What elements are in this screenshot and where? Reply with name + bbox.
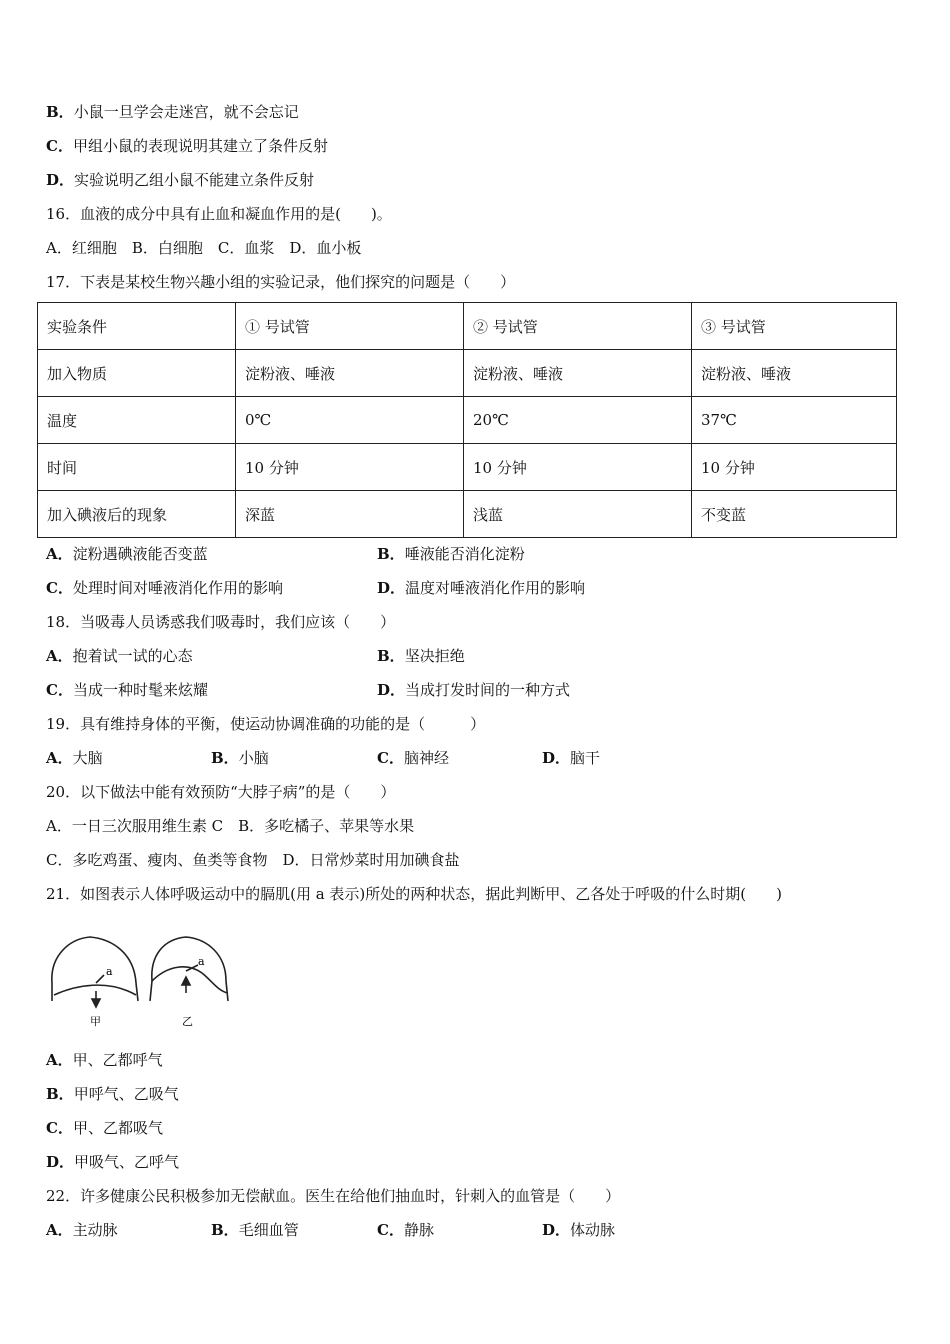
option-text: 毛细血管	[238, 1221, 299, 1239]
q22-option-b	[211, 1220, 299, 1240]
option-label: A．	[46, 1221, 73, 1239]
chest-side-right	[136, 983, 138, 1001]
option-label: D．	[542, 749, 571, 767]
option-text: 唾液能否消化淀粉	[404, 545, 525, 563]
q17-option-c	[46, 578, 283, 598]
caption-left: 甲	[90, 1015, 101, 1027]
q16-stem: 16．血液的成分中具有止血和凝血作用的是( )。	[46, 205, 392, 223]
q21-stem: 21．如图表示人体呼吸运动中的膈肌(用 a 表示)所处的两种状态，据此判断甲、乙各处于呼吸的什么时期( )	[46, 885, 782, 903]
option-label: C．	[377, 749, 404, 767]
table-cell: 10 分钟	[236, 444, 464, 491]
option-label: B．	[46, 103, 74, 121]
option-label: C．	[46, 1119, 73, 1137]
option-text: 甲呼气、乙吸气	[73, 1085, 179, 1103]
q21-option-b	[46, 1084, 179, 1104]
option-text: 抱着试一试的心态	[72, 647, 193, 665]
q15-option-b	[46, 102, 299, 122]
table-cell: 时间	[38, 444, 236, 491]
option-text: 甲吸气、乙呼气	[74, 1153, 180, 1171]
option-label: B．	[211, 749, 239, 767]
q22-stem: 22．许多健康公民积极参加无偿献血。医生在给他们抽血时，针刺入的血管是（ ）	[46, 1187, 621, 1205]
table-cell: 加入物质	[38, 350, 236, 397]
option-text: 甲、乙都呼气	[72, 1051, 163, 1069]
chest-side-left-2	[150, 981, 152, 1001]
q19-stem: 19．具有维持身体的平衡，使运动协调准确的功能的是（ ）	[46, 715, 486, 733]
table-row	[38, 350, 897, 397]
option-label: D．	[46, 171, 75, 189]
option-label: C．	[46, 137, 73, 155]
q18-option-b	[377, 646, 465, 666]
q18-option-c	[46, 680, 208, 700]
option-label: A．	[46, 1051, 73, 1069]
q22-option-c	[377, 1220, 434, 1240]
option-label: B．	[211, 1221, 239, 1239]
option-label: C．	[46, 579, 73, 597]
q15-option-d	[46, 170, 314, 190]
option-text: 脑干	[570, 749, 601, 767]
chest-wall-left	[52, 937, 136, 983]
table-cell: 不变蓝	[692, 491, 897, 538]
option-label: D．	[377, 579, 406, 597]
table-cell: 深蓝	[236, 491, 464, 538]
label-a-right: a	[198, 955, 205, 968]
table-cell: 淀粉液、唾液	[236, 350, 464, 397]
q22-option-d	[542, 1220, 615, 1240]
q15-option-c	[46, 136, 328, 156]
option-text: 大脑	[72, 749, 103, 767]
q18-option-a	[46, 646, 193, 666]
option-label: C．	[377, 1221, 404, 1239]
q17-option-b	[377, 544, 525, 564]
option-text: 小鼠一旦学会走迷宫，就不会忘记	[73, 103, 299, 121]
option-text: 实验说明乙组小鼠不能建立条件反射	[74, 171, 315, 189]
option-text: 体动脉	[570, 1221, 616, 1239]
table-row	[38, 397, 897, 444]
table-cell: 实验条件	[38, 303, 236, 350]
table-cell: 加入碘液后的现象	[38, 491, 236, 538]
q17-option-a	[46, 544, 208, 564]
chest-wall-right	[152, 937, 226, 981]
option-text: 甲组小鼠的表现说明其建立了条件反射	[72, 137, 328, 155]
option-text: 温度对唾液消化作用的影响	[405, 579, 586, 597]
label-a-left: a	[106, 965, 113, 978]
option-text: 主动脉	[72, 1221, 118, 1239]
table-cell: 温度	[38, 397, 236, 444]
option-text: 处理时间对唾液消化作用的影响	[72, 579, 283, 597]
option-text: 脑神经	[403, 749, 449, 767]
table-cell: 0℃	[236, 397, 464, 444]
arrow-up-icon	[182, 977, 190, 985]
q18-stem: 18．当吸毒人员诱惑我们吸毒时，我们应该（ ）	[46, 613, 396, 631]
option-label: B．	[377, 647, 405, 665]
q21-option-d	[46, 1152, 179, 1172]
q21-option-c	[46, 1118, 163, 1138]
table-cell: ① 号试管	[236, 303, 464, 350]
pointer-left	[96, 975, 104, 983]
table-cell: 浅蓝	[464, 491, 692, 538]
q19-option-c	[377, 748, 449, 768]
option-label: B．	[46, 1085, 74, 1103]
q16-options: A．红细胞 B．白细胞 C．血浆 D．血小板	[46, 239, 362, 257]
diaphragm-figure	[46, 935, 236, 1027]
q19-option-b	[211, 748, 269, 768]
arrow-down-icon	[92, 999, 100, 1007]
q21-option-a	[46, 1050, 163, 1070]
q19-option-a	[46, 748, 103, 768]
q18-option-d	[377, 680, 570, 700]
caption-right: 乙	[182, 1015, 193, 1027]
option-label: A．	[46, 749, 73, 767]
option-text: 当成一种时髦来炫耀	[72, 681, 208, 699]
q17-option-d	[377, 578, 585, 598]
option-text: 当成打发时间的一种方式	[405, 681, 571, 699]
option-label: A．	[46, 545, 73, 563]
table-cell: ② 号试管	[464, 303, 692, 350]
experiment-table	[37, 302, 897, 538]
q20-options-line1: A．一日三次服用维生素 C B．多吃橘子、苹果等水果	[46, 817, 415, 835]
option-text: 甲、乙都吸气	[72, 1119, 163, 1137]
option-label: D．	[46, 1153, 75, 1171]
option-text: 淀粉遇碘液能否变蓝	[72, 545, 208, 563]
table-cell: 淀粉液、唾液	[464, 350, 692, 397]
table-row	[38, 444, 897, 491]
q22-option-a	[46, 1220, 118, 1240]
table-row	[38, 303, 897, 350]
option-label: B．	[377, 545, 405, 563]
table-cell: 淀粉液、唾液	[692, 350, 897, 397]
option-label: A．	[46, 647, 73, 665]
table-cell: ③ 号试管	[692, 303, 897, 350]
q19-option-d	[542, 748, 600, 768]
table-cell: 37℃	[692, 397, 897, 444]
option-label: D．	[377, 681, 406, 699]
table-cell: 20℃	[464, 397, 692, 444]
chest-side-right-2	[226, 981, 228, 1001]
table-cell: 10 分钟	[692, 444, 897, 491]
option-text: 静脉	[403, 1221, 434, 1239]
option-text: 小脑	[238, 749, 269, 767]
option-label: D．	[542, 1221, 571, 1239]
diaphragm-left	[54, 985, 136, 995]
table-row	[38, 491, 897, 538]
option-text: 坚决拒绝	[404, 647, 465, 665]
diaphragm-right	[152, 967, 228, 993]
q20-options-line2: C．多吃鸡蛋、瘦肉、鱼类等食物 D．日常炒菜时用加碘食盐	[46, 851, 460, 869]
q20-stem: 20．以下做法中能有效预防“大脖子病”的是（ ）	[46, 783, 396, 801]
table-cell: 10 分钟	[464, 444, 692, 491]
q17-stem: 17．下表是某校生物兴趣小组的实验记录，他们探究的问题是（ ）	[46, 273, 516, 291]
option-label: C．	[46, 681, 73, 699]
